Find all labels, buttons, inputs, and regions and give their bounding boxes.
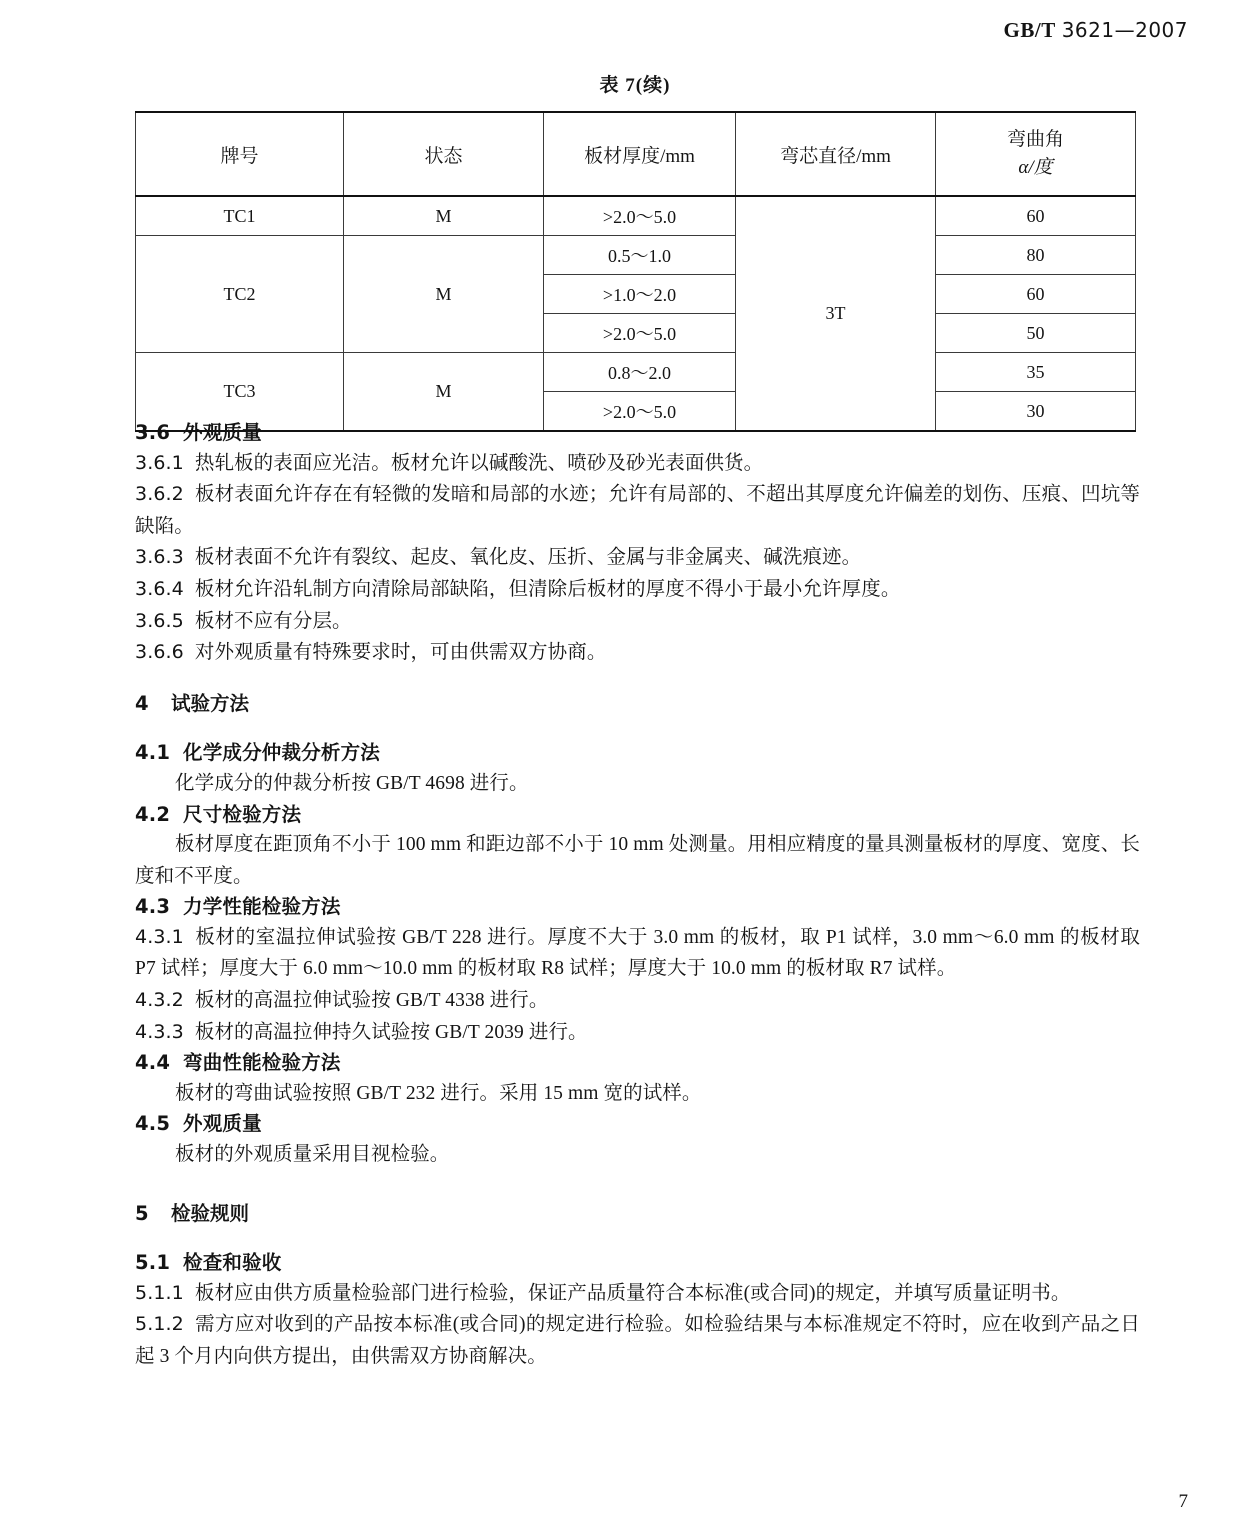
cell-grade: TC2 — [136, 236, 344, 353]
heading-section-4-number: 4 — [135, 691, 149, 715]
clause-5-1-1 — [135, 1278, 1140, 1310]
clause-3-6-6-text: 对外观质量有特殊要求时，可由供需双方协商。 — [194, 642, 607, 664]
heading-4-2-title: 尺寸检验方法 — [183, 802, 302, 826]
clause-3-6-1-text: 热轧板的表面应光洁。板材允许以碱酸洗、喷砂及砂光表面供货。 — [194, 452, 764, 474]
clause-3-6-1-number: 3.6.1 — [135, 451, 184, 474]
cell-thickness: 0.8～2.0 — [544, 353, 736, 392]
heading-section-5-title: 检验规则 — [171, 1201, 250, 1225]
cell-thickness: 0.5～1.0 — [544, 236, 736, 275]
heading-3-6-title: 外观质量 — [183, 421, 262, 444]
body-4-4: 板材的弯曲试验按照 GB/T 232 进行。采用 15 mm 宽的试样。 — [175, 1082, 702, 1104]
clause-4-3-3-text: 板材的高温拉伸持久试验按 GB/T 2039 进行。 — [194, 1021, 588, 1043]
clause-4-3-1 — [135, 922, 1140, 985]
cell-grade: TC3 — [136, 353, 344, 432]
bend-test-table — [135, 111, 1136, 432]
clause-3-6-1 — [135, 448, 1140, 480]
clause-3-6-2 — [135, 479, 1140, 542]
heading-4-1-title: 化学成分仲裁分析方法 — [183, 741, 381, 765]
standard-number: 3621—2007 — [1061, 18, 1188, 42]
cell-thickness: >2.0～5.0 — [544, 314, 736, 353]
heading-5-1 — [135, 1248, 1140, 1278]
cell-bend-angle: 60 — [936, 196, 1136, 236]
table-block — [135, 70, 1135, 432]
clause-5-1-1-number: 5.1.1 — [135, 1281, 184, 1304]
heading-4-1-number: 4.1 — [135, 741, 171, 765]
column-header-bend-angle — [936, 112, 1136, 196]
cell-bend-angle: 30 — [936, 392, 1136, 432]
column-header-bend-diameter: 弯芯直径/mm — [736, 112, 936, 196]
clause-5-1-2-text: 需方应对收到的产品按本标准(或合同)的规定进行检验。如检验结果与本标准规定不符时，应在收到产品之日起 3 个月内向供方提出，由供需双方协商解决。 — [135, 1314, 1140, 1368]
clause-3-6-6 — [135, 637, 1140, 669]
cell-state: M — [344, 236, 544, 353]
bend-angle-label-line2: α/度 — [1018, 157, 1053, 178]
page-number: 7 — [1178, 1491, 1188, 1512]
clause-3-6-5-number: 3.6.5 — [135, 609, 184, 632]
spacer — [135, 718, 1140, 738]
clause-5-1-2-number: 5.1.2 — [135, 1313, 184, 1336]
heading-5-1-title: 检查和验收 — [183, 1251, 282, 1275]
column-header-state: 状态 — [344, 112, 544, 196]
running-header — [1004, 18, 1188, 43]
clause-3-6-5-text: 板材不应有分层。 — [194, 610, 352, 632]
clause-3-6-4 — [135, 574, 1140, 606]
heading-4-3-title: 力学性能检验方法 — [183, 895, 341, 919]
clause-3-6-3-text: 板材表面不允许有裂纹、起皮、氧化皮、压折、金属与非金属夹、碱洗痕迹。 — [194, 547, 862, 569]
cell-state: M — [344, 196, 544, 236]
heading-4-4-title: 弯曲性能检验方法 — [183, 1051, 341, 1075]
clause-3-6-3 — [135, 542, 1140, 574]
cell-bend-angle: 35 — [936, 353, 1136, 392]
cell-bend-angle: 80 — [936, 236, 1136, 275]
table-header-row — [136, 112, 1136, 196]
cell-state: M — [344, 353, 544, 432]
clause-3-6-3-number: 3.6.3 — [135, 546, 184, 569]
body-content — [135, 418, 1140, 1373]
clause-4-3-2-number: 4.3.2 — [135, 989, 184, 1012]
table-caption: 表 7(续) — [599, 75, 671, 96]
body-4-5: 板材的外观质量采用目视检验。 — [175, 1144, 450, 1166]
clause-3-6-4-number: 3.6.4 — [135, 577, 184, 600]
heading-4-2 — [135, 800, 1140, 830]
heading-4-1 — [135, 738, 1140, 768]
heading-4-3-number: 4.3 — [135, 895, 171, 919]
clause-5-1-1-text: 板材应由供方质量检验部门进行检验，保证产品质量符合本标准(或合同)的规定，并填写质量证明书。 — [194, 1282, 1071, 1304]
cell-bend-angle: 50 — [936, 314, 1136, 353]
clause-3-6-6-number: 3.6.6 — [135, 641, 184, 664]
spacer — [135, 1228, 1140, 1248]
heading-3-6-number: 3.6 — [135, 421, 171, 444]
clause-4-3-3-number: 4.3.3 — [135, 1020, 184, 1043]
cell-grade: TC1 — [136, 196, 344, 236]
table-row — [136, 196, 1136, 236]
clause-5-1-2 — [135, 1309, 1140, 1372]
heading-section-4-title: 试验方法 — [171, 691, 250, 715]
spacer — [135, 1171, 1140, 1199]
document-page — [48, 0, 1192, 1527]
bend-angle-label-line1: 弯曲角 — [1006, 128, 1064, 150]
heading-4-5-number: 4.5 — [135, 1112, 171, 1136]
clause-3-6-5 — [135, 606, 1140, 638]
body-4-1: 化学成分的仲裁分析按 GB/T 4698 进行。 — [175, 772, 529, 794]
heading-4-2-number: 4.2 — [135, 802, 171, 826]
clause-3-6-2-number: 3.6.2 — [135, 483, 184, 506]
heading-4-4-number: 4.4 — [135, 1051, 171, 1075]
heading-3-6 — [135, 418, 1140, 448]
table-row — [136, 236, 1136, 275]
clause-4-3-1-text: 板材的室温拉伸试验按 GB/T 228 进行。厚度不大于 3.0 mm 的板材，取 P1 试样，3.0 mm～6.0 mm 的板材取 P7 试样；厚度大于 6.0 mm～10.0 mm 的板材取 R8 试样；厚度大于 10.0 mm 的板材取 R7 试样。 — [135, 926, 1140, 980]
heading-section-4 — [135, 689, 1140, 719]
heading-4-4 — [135, 1048, 1140, 1078]
clause-4-3-2 — [135, 985, 1140, 1017]
clause-4-3-3 — [135, 1017, 1140, 1049]
cell-bend-angle: 60 — [936, 275, 1136, 314]
heading-4-5-title: 外观质量 — [183, 1112, 262, 1136]
table-row — [136, 353, 1136, 392]
spacer — [135, 669, 1140, 689]
column-header-grade: 牌号 — [136, 112, 344, 196]
clause-4-3-2-text: 板材的高温拉伸试验按 GB/T 4338 进行。 — [194, 990, 549, 1012]
heading-4-3 — [135, 892, 1140, 922]
heading-5-1-number: 5.1 — [135, 1251, 171, 1275]
heading-section-5-number: 5 — [135, 1201, 149, 1225]
cell-thickness: >2.0～5.0 — [544, 196, 736, 236]
heading-4-5 — [135, 1109, 1140, 1139]
cell-bend-diameter: 3T — [736, 196, 936, 431]
body-4-2: 板材厚度在距顶角不小于 100 mm 和距边部不小于 10 mm 处测量。用相应精度的量具测量板材的厚度、宽度、长度和不平度。 — [135, 834, 1140, 887]
clause-3-6-2-text: 板材表面允许存在有轻微的发暗和局部的水迹；允许有局部的、不超出其厚度允许偏差的划伤、压痕、凹坑等缺陷。 — [135, 484, 1140, 537]
clause-3-6-4-text: 板材允许沿轧制方向清除局部缺陷，但清除后板材的厚度不得小于最小允许厚度。 — [194, 578, 901, 600]
standard-code: GB/T — [1003, 18, 1056, 42]
clause-4-3-1-number: 4.3.1 — [135, 925, 184, 948]
heading-section-5 — [135, 1199, 1140, 1229]
cell-thickness: >1.0～2.0 — [544, 275, 736, 314]
cell-thickness: >2.0～5.0 — [544, 392, 736, 432]
column-header-thickness: 板材厚度/mm — [544, 112, 736, 196]
